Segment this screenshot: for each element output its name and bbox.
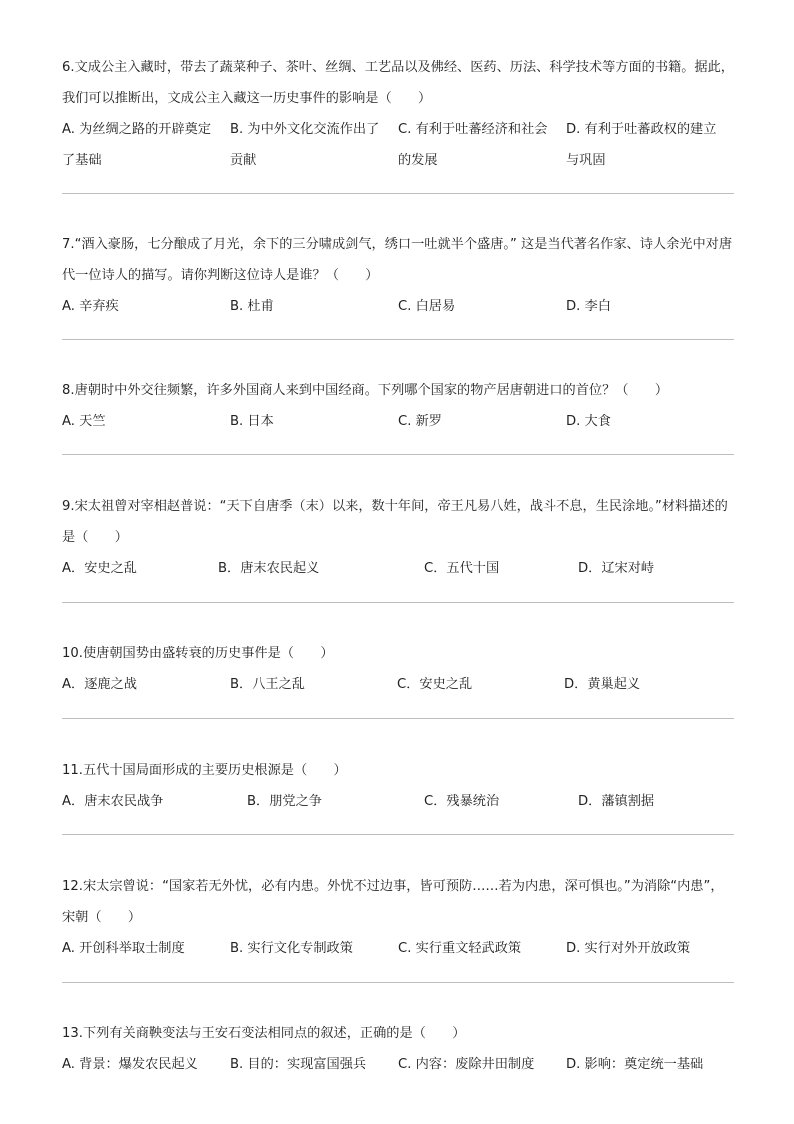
option-a[interactable]: A. 天竺	[62, 414, 106, 429]
divider	[62, 339, 734, 340]
question-7	[62, 229, 734, 322]
option-d[interactable]: D．辽宋对峙	[578, 561, 655, 576]
option-a[interactable]: A. 背景：爆发农民起义	[62, 1057, 198, 1072]
option-b[interactable]: B. 实行文化专制政策	[230, 941, 353, 956]
option-d[interactable]: D. 大食	[566, 414, 611, 429]
question-8	[62, 375, 734, 437]
option-b[interactable]: B．八王之乱	[230, 677, 305, 692]
question-stem: 9.宋太祖曾对宰相赵普说：“天下自唐季（末）以来，数十年间，帝王凡易八姓，战斗不息，生民涂地。”材料描述的是（ ）	[62, 499, 728, 545]
option-c[interactable]: C. 实行重文轻武政策	[398, 941, 522, 956]
option-b[interactable]: B. 目的：实现富国强兵	[230, 1057, 367, 1072]
option-d[interactable]: D. 实行对外开放政策	[566, 941, 691, 956]
question-stem: 12.宋太宗曾说：“国家若无外忧，必有内患。外忧不过边事，皆可预防……若为内患，深可惧也。”为消除“内患”，宋朝（ ）	[62, 879, 724, 925]
question-stem: 6.文成公主入藏时，带去了蔬菜种子、茶叶、丝绸、工艺品以及佛经、医药、历法、科学技术等方面的书籍。据此，我们可以推断出，文成公主入藏这一历史事件的影响是（ ）	[62, 60, 734, 106]
option-a[interactable]: A. 辛弃疾	[62, 299, 119, 314]
option-d[interactable]: D．黄巢起义	[564, 677, 641, 692]
option-b[interactable]: B. 日本	[230, 414, 274, 429]
option-c[interactable]: C．五代十国	[424, 561, 500, 576]
option-c[interactable]: C. 有利于吐蕃经济和社会的发展	[398, 122, 548, 168]
question-stem: 13.下列有关商鞅变法与王安石变法相同点的叙述，正确的是（ ）	[62, 1026, 466, 1041]
divider	[62, 834, 734, 835]
option-b[interactable]: B．唐末农民起义	[218, 561, 320, 576]
option-d[interactable]: D. 有利于吐蕃政权的建立与巩固	[566, 122, 717, 168]
option-c[interactable]: C．安史之乱	[397, 677, 473, 692]
option-d[interactable]: D．藩镇割据	[578, 794, 655, 809]
divider	[62, 454, 734, 455]
divider	[62, 718, 734, 719]
question-stem: 8.唐朝时中外交往频繁，许多外国商人来到中国经商。下列哪个国家的物产居唐朝进口的首位？（ ）	[62, 383, 669, 398]
divider	[62, 193, 734, 194]
option-d[interactable]: D. 李白	[566, 299, 611, 314]
option-a[interactable]: A．安史之乱	[62, 561, 137, 576]
question-stem: 11.五代十国局面形成的主要历史根源是（ ）	[62, 763, 347, 778]
option-b[interactable]: B. 杜甫	[230, 299, 274, 314]
option-b[interactable]: B. 为中外文化交流作出了贡献	[230, 122, 380, 168]
option-c[interactable]: C. 白居易	[398, 299, 456, 314]
option-b[interactable]: B．朋党之争	[247, 794, 322, 809]
option-d[interactable]: D. 影响：奠定统一基础	[566, 1057, 704, 1072]
option-a[interactable]: A. 开创科举取士制度	[62, 941, 185, 956]
question-10	[62, 638, 734, 700]
option-c[interactable]: C. 内容：废除井田制度	[398, 1057, 535, 1072]
divider	[62, 982, 734, 983]
option-a[interactable]: A. 为丝绸之路的开辟奠定了基础	[62, 122, 212, 168]
divider	[62, 602, 734, 603]
question-13	[62, 1018, 734, 1080]
question-11	[62, 755, 734, 817]
option-c[interactable]: C. 新罗	[398, 414, 442, 429]
option-a[interactable]: A．唐末农民战争	[62, 794, 164, 809]
option-c[interactable]: C．残暴统治	[424, 794, 500, 809]
question-6	[62, 52, 734, 176]
question-9	[62, 491, 734, 584]
question-stem: 10.使唐朝国势由盛转衰的历史事件是（ ）	[62, 646, 334, 661]
question-12	[62, 871, 734, 964]
question-stem: 7.“酒入豪肠，七分酿成了月光，余下的三分啸成剑气，绣口一吐就半个盛唐。” 这是当代著名作家、诗人余光中对唐代一位诗人的描写。请你判断这位诗人是谁？（ ）	[62, 237, 733, 283]
option-a[interactable]: A．逐鹿之战	[62, 677, 137, 692]
